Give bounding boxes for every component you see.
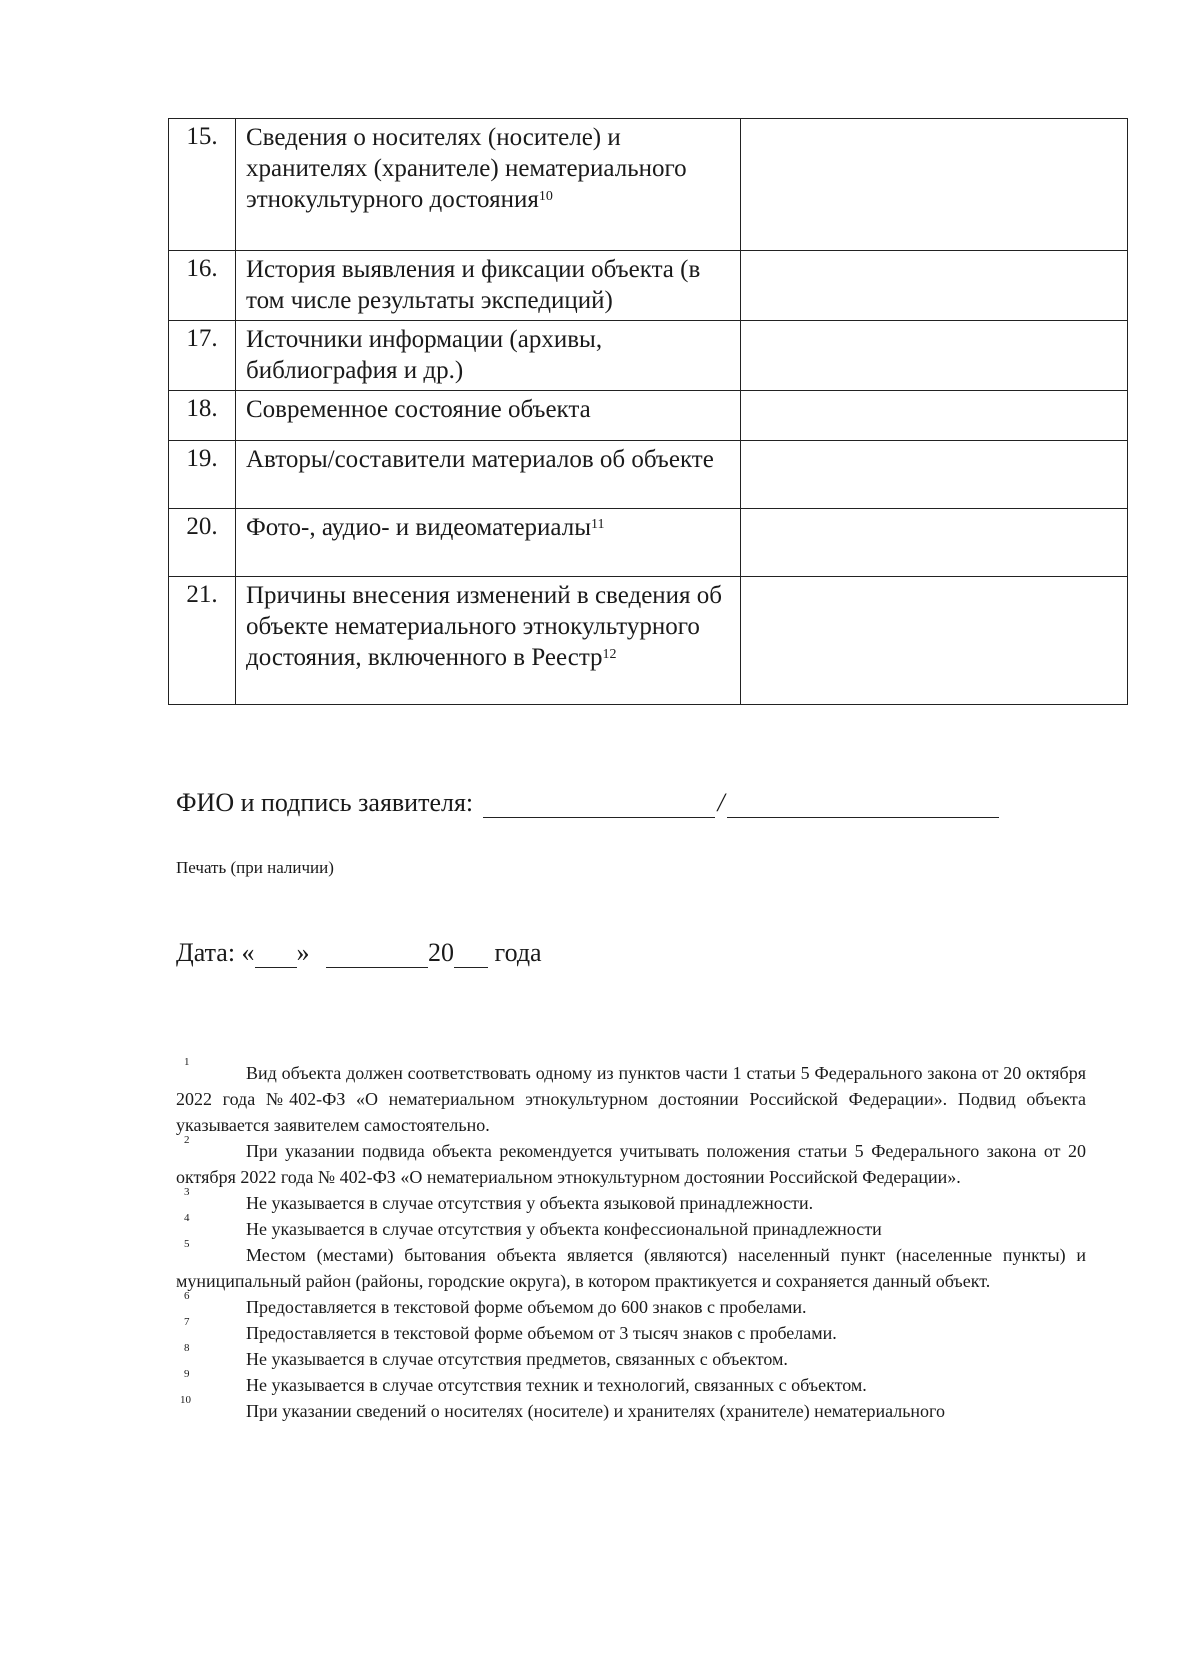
row-value-cell[interactable] [741,251,1128,321]
row-label-text: Современное состояние объекта [246,396,591,423]
footnote-number: 1 [184,1056,190,1068]
object-info-table [168,118,1128,705]
table-row [169,441,1128,509]
footnote [176,1186,1086,1216]
footnotes [176,1056,1086,1424]
signature-separator: / [717,788,725,817]
footnote-ref: 10 [538,189,553,204]
footnote [176,1342,1086,1372]
footnote-number: 3 [184,1186,190,1198]
footnote-number: 9 [184,1368,190,1380]
row-value-cell[interactable] [741,577,1128,705]
row-number: 21. [169,577,236,705]
footnote-number: 7 [184,1316,190,1328]
footnote [176,1134,1086,1190]
row-value-cell[interactable] [741,441,1128,509]
stamp-note: Печать (при наличии) [176,858,334,877]
row-number: 15. [169,119,236,251]
table-row [169,251,1128,321]
footnote-number: 8 [184,1342,190,1354]
row-number: 16. [169,251,236,321]
month-blank[interactable] [326,943,428,968]
row-label [236,441,741,509]
table-row [169,391,1128,441]
footnote-text: Предоставляется в текстовой форме объемом от 3 тысяч знаков с пробелами. [246,1323,837,1343]
footnote-number: 6 [184,1290,190,1302]
row-number: 18. [169,391,236,441]
row-number: 20. [169,509,236,577]
footnote [176,1212,1086,1242]
row-number: 19. [169,441,236,509]
row-label [236,251,741,321]
footnote-ref: 11 [591,517,605,532]
row-value-cell[interactable] [741,391,1128,441]
signature-label: ФИО и подпись заявителя: [176,788,474,817]
row-label-text: Сведения о носителях (носителе) и хранителях (хранителе) нематериального этнокультурного достояния [246,124,687,213]
date-prefix: Дата: « [176,938,255,967]
row-label [236,321,741,391]
footnote-text: Не указывается в случае отсутствия у объекта конфессиональной принадлежности [246,1219,882,1239]
footnote-number: 10 [180,1394,191,1406]
row-label [236,119,741,251]
footnote-text: Местом (местами) бытования объекта является (являются) населенный пункт (населенные пункты) и муниципальный район (районы, городские округа), в котором практикуется и сохраняется данный объект. [176,1245,1086,1291]
footnote-text: Не указывается в случае отсутствия предметов, связанных с объектом. [246,1349,788,1369]
footnote [176,1238,1086,1294]
year-blank[interactable] [454,943,488,968]
footnote-text: Предоставляется в текстовой форме объемом до 600 знаков с пробелами. [246,1297,807,1317]
footnote-ref: 12 [602,647,617,662]
signature-blank[interactable] [727,793,999,818]
table-row [169,577,1128,705]
footnote [176,1316,1086,1346]
table-row [169,119,1128,251]
row-label-text: Источники информации (архивы, библиография и др.) [246,326,603,384]
date-century: 20 [428,938,455,967]
row-value-cell[interactable] [741,509,1128,577]
table-row [169,509,1128,577]
footnote-number: 4 [184,1212,190,1224]
footnote-text: При указании подвида объекта рекомендуется учитывать положения статьи 5 Федерального закона от 20 октября 2022 года № 402-ФЗ «О нематериальном этнокультурном достоянии Российской Федерации». [176,1141,1086,1187]
row-label-text: История выявления и фиксации объекта (в том числе результаты экспедиций) [246,256,701,314]
row-label-text: Авторы/составители материалов об объекте [246,446,714,473]
table-row [169,321,1128,391]
date-line [176,938,542,968]
name-blank[interactable] [483,793,715,818]
footnote [176,1290,1086,1320]
row-label-text: Фото-, аудио- и видеоматериалы [246,514,592,541]
footnote-text: Не указывается в случае отсутствия техник и технологий, связанных с объектом. [246,1375,867,1395]
row-number: 17. [169,321,236,391]
applicant-signature-line [176,788,999,818]
footnote-text: При указании сведений о носителях (носителе) и хранителях (хранителе) нематериального [246,1401,945,1421]
row-label [236,509,741,577]
day-blank[interactable] [255,943,297,968]
date-suffix: года [494,938,542,967]
footnote-number: 2 [184,1134,190,1146]
footnote [176,1368,1086,1398]
row-value-cell[interactable] [741,321,1128,391]
footnote [176,1056,1086,1138]
footnote-text: Не указывается в случае отсутствия у объекта языковой принадлежности. [246,1193,814,1213]
footnote-text: Вид объекта должен соответствовать одному из пунктов части 1 статьи 5 Федерального закона от 20 октября 2022 года №402-ФЗ «О нематериальном этнокультурном достоянии Российской Федерации». Подвид объекта указывается заявителем самостоятельно. [176,1063,1086,1135]
row-label-text: Причины внесения изменений в сведения об объекте нематериального этнокультурного достояния, включенного в Реестр [246,582,723,671]
row-value-cell[interactable] [741,119,1128,251]
footnote [176,1394,1086,1424]
row-label [236,391,741,441]
row-label [236,577,741,705]
footnote-number: 5 [184,1238,190,1250]
date-quote-close: » [296,938,310,967]
